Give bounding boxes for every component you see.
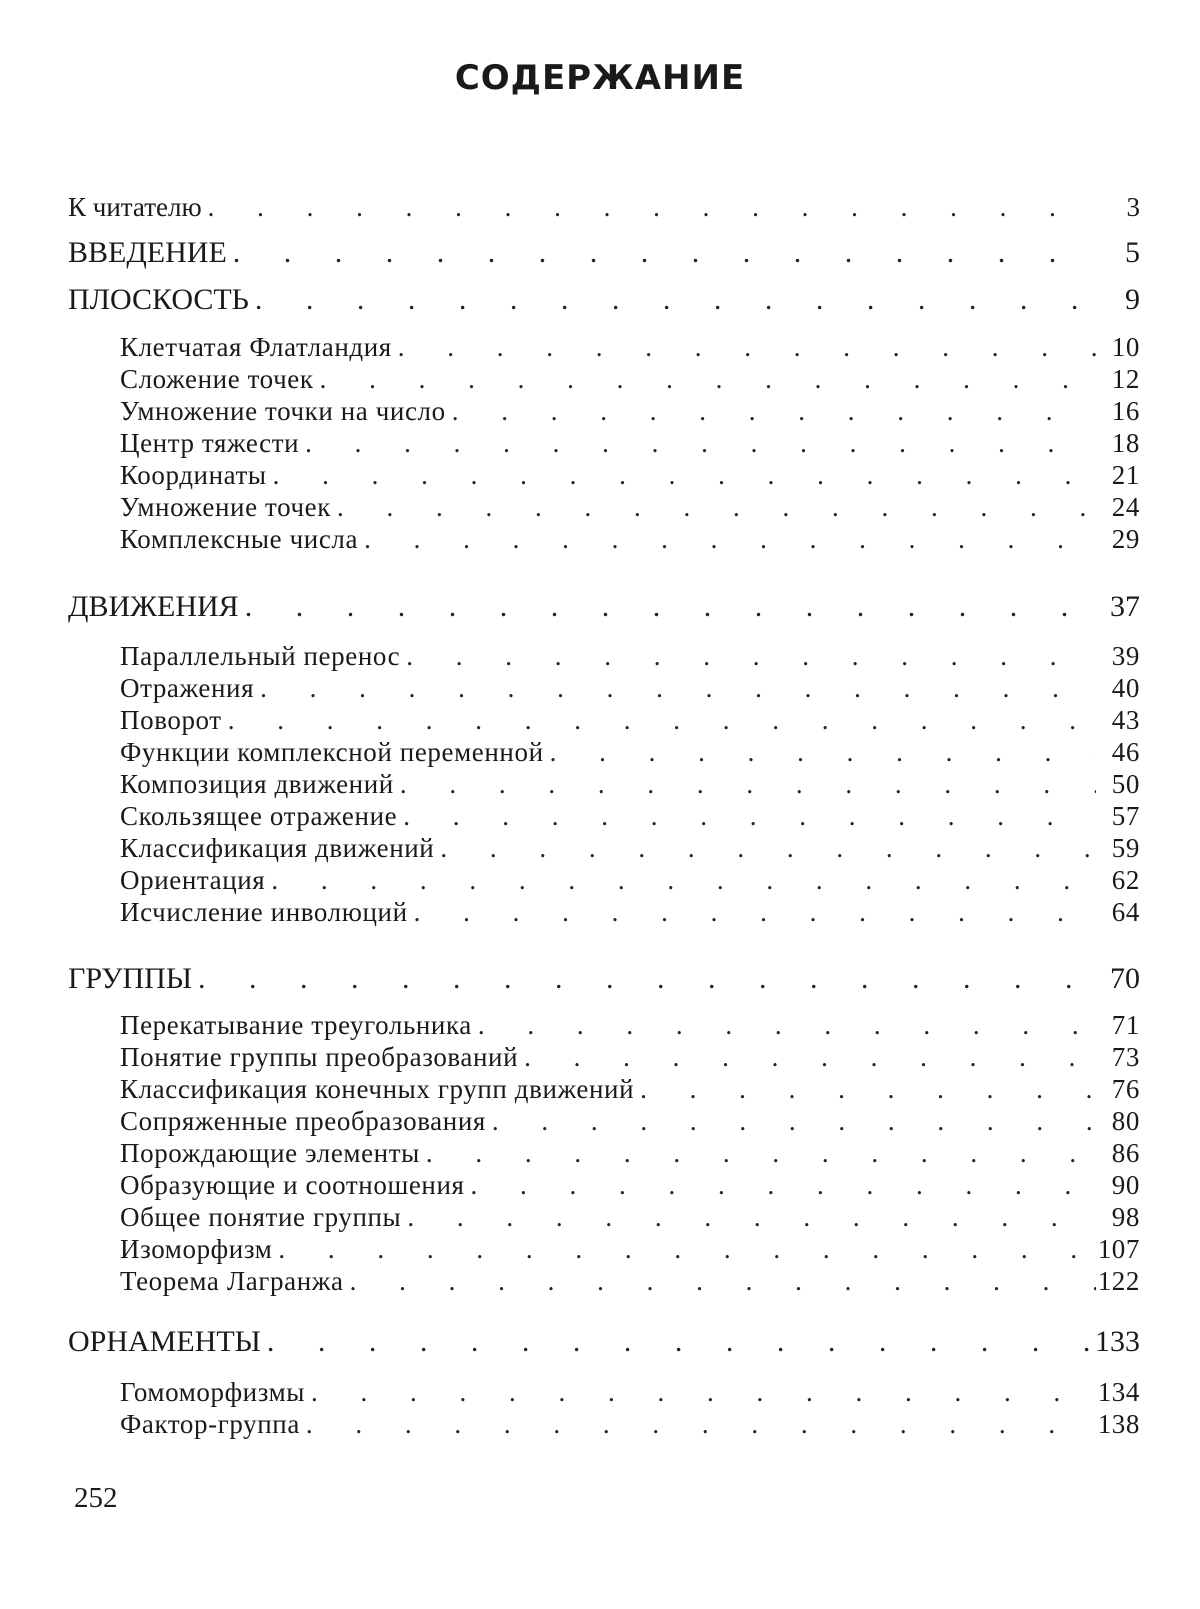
toc-entry xyxy=(120,833,1140,864)
toc-entry-label: Теорема Лагранжа xyxy=(120,1266,344,1296)
dot-leader xyxy=(233,236,1096,270)
toc-entry-page: 90 xyxy=(1111,1170,1140,1200)
toc-entry xyxy=(120,769,1140,800)
dot-leader xyxy=(306,1409,1096,1440)
toc-entry xyxy=(120,332,1140,363)
toc-entry xyxy=(120,1377,1140,1408)
toc-entry-label: Отражения xyxy=(120,673,255,703)
dot-leader xyxy=(350,1266,1096,1297)
toc-entry-page: 73 xyxy=(1111,1042,1140,1072)
toc-entry-page: 39 xyxy=(1111,641,1140,671)
dot-leader xyxy=(471,1170,1096,1201)
toc-entry-label: Гомоморфизмы xyxy=(120,1377,306,1407)
toc-entry xyxy=(120,364,1140,395)
toc-entry-label: ОРНАМЕНТЫ xyxy=(68,1325,261,1358)
dot-leader xyxy=(640,1074,1096,1105)
toc-entry-page: 43 xyxy=(1111,705,1140,735)
dot-leader xyxy=(364,524,1096,555)
toc-entry xyxy=(120,641,1140,672)
dot-leader xyxy=(398,332,1096,363)
toc-entry xyxy=(120,865,1140,896)
toc-entry xyxy=(68,236,1140,270)
toc-entry xyxy=(120,1010,1140,1041)
toc-entry-page: 64 xyxy=(1111,897,1140,927)
dot-leader xyxy=(426,1138,1096,1169)
toc-entry xyxy=(120,1202,1140,1233)
dot-leader xyxy=(407,1202,1096,1233)
toc-entry-page: 70 xyxy=(1110,962,1140,995)
toc-entry xyxy=(120,428,1140,459)
toc-entry-page: 5 xyxy=(1125,236,1140,269)
toc-entry-page: 98 xyxy=(1111,1202,1140,1232)
toc-entry-label: Поворот xyxy=(120,705,222,735)
toc-entry-page: 3 xyxy=(1126,192,1140,222)
dot-leader xyxy=(255,283,1096,317)
toc-entry-label: Изоморфизм xyxy=(120,1234,273,1264)
toc-entry-page: 21 xyxy=(1111,460,1140,490)
toc-entry-page: 40 xyxy=(1111,673,1140,703)
toc-entry-label: Скользящее отражение xyxy=(120,801,398,831)
dot-leader xyxy=(524,1042,1096,1073)
dot-leader xyxy=(198,962,1096,996)
toc-entry-label: ВВЕДЕНИЕ xyxy=(68,236,227,269)
toc-entry-page: 80 xyxy=(1111,1106,1140,1136)
dot-leader xyxy=(440,833,1096,864)
dot-leader xyxy=(452,396,1096,427)
toc-entry xyxy=(68,962,1140,996)
toc-entry-page: 76 xyxy=(1111,1074,1140,1104)
dot-leader xyxy=(228,705,1096,736)
dot-leader xyxy=(311,1377,1096,1408)
toc-entry-label: Клетчатая Флатландия xyxy=(120,332,392,362)
toc-entry-label: Центр тяжести xyxy=(120,428,300,458)
dot-leader xyxy=(337,492,1096,523)
toc-entry xyxy=(120,524,1140,555)
toc-entry-page: 138 xyxy=(1097,1409,1140,1439)
toc-entry xyxy=(120,1234,1140,1265)
toc-entry xyxy=(68,590,1140,624)
toc-entry-label: ДВИЖЕНИЯ xyxy=(68,590,239,623)
toc-entry-page: 9 xyxy=(1125,283,1140,316)
toc-entry xyxy=(120,705,1140,736)
toc-entry-label: Умножение точки на число xyxy=(120,396,446,426)
toc-entry xyxy=(120,737,1140,768)
toc-entry-label: Ориентация xyxy=(120,865,266,895)
toc-entry-label: Сложение точек xyxy=(120,364,314,394)
toc-entry xyxy=(68,192,1140,223)
dot-leader xyxy=(260,673,1096,704)
toc-entry-label: Общее понятие группы xyxy=(120,1202,402,1232)
toc-entry-label: Координаты xyxy=(120,460,267,490)
toc-entry xyxy=(120,673,1140,704)
toc-entry-page: 122 xyxy=(1097,1266,1140,1296)
dot-leader xyxy=(400,769,1096,800)
toc-entry-page: 50 xyxy=(1111,769,1140,799)
toc-entry xyxy=(120,396,1140,427)
toc-entry-page: 133 xyxy=(1095,1325,1140,1358)
toc-entry-label: Исчисление инволюций xyxy=(120,897,408,927)
toc-entry-label: К читателю xyxy=(68,192,202,222)
toc-entry-page: 46 xyxy=(1111,737,1140,767)
toc-entry-label: Перекатывание треугольника xyxy=(120,1010,472,1040)
toc-entry xyxy=(68,1325,1140,1359)
toc-entry-page: 71 xyxy=(1111,1010,1140,1040)
toc-entry xyxy=(120,1074,1140,1105)
toc-entry-page: 59 xyxy=(1111,833,1140,863)
toc-entry-label: ГРУППЫ xyxy=(68,962,193,995)
dot-leader xyxy=(478,1010,1096,1041)
dot-leader xyxy=(492,1106,1096,1137)
dot-leader xyxy=(414,897,1096,928)
dot-leader xyxy=(267,1325,1095,1359)
toc-entry-label: Функции комплексной переменной xyxy=(120,737,544,767)
toc-entry xyxy=(120,1106,1140,1137)
toc-entry-page: 86 xyxy=(1111,1138,1140,1168)
toc-entry-label: Классификация конечных групп движений xyxy=(120,1074,635,1104)
toc-entry-label: Композиция движений xyxy=(120,769,394,799)
toc-entry-page: 12 xyxy=(1111,364,1140,394)
toc-entry xyxy=(120,1266,1140,1297)
toc-entry-label: Сопряженные преобразования xyxy=(120,1106,486,1136)
toc-entry-page: 24 xyxy=(1111,492,1140,522)
toc-entry xyxy=(120,460,1140,491)
toc-entry-label: Комплексные числа xyxy=(120,524,359,554)
dot-leader xyxy=(305,428,1096,459)
toc-entry-label: Фактор-группа xyxy=(120,1409,300,1439)
toc-entry-page: 62 xyxy=(1111,865,1140,895)
toc-entry-page: 29 xyxy=(1111,524,1140,554)
toc-entry xyxy=(120,897,1140,928)
toc-entry-page: 10 xyxy=(1111,332,1140,362)
toc-entry xyxy=(120,1138,1140,1169)
toc-entry xyxy=(120,1170,1140,1201)
dot-leader xyxy=(320,364,1096,395)
toc-entry xyxy=(120,492,1140,523)
toc-entry-label: Порождающие элементы xyxy=(120,1138,420,1168)
toc-entry-page: 16 xyxy=(1111,396,1140,426)
dot-leader xyxy=(406,641,1096,672)
dot-leader xyxy=(550,737,1096,768)
toc-entry-label: Умножение точек xyxy=(120,492,331,522)
toc-entry-page: 107 xyxy=(1097,1234,1140,1264)
dot-leader xyxy=(278,1234,1096,1265)
toc-entry xyxy=(120,801,1140,832)
toc-entry-page: 57 xyxy=(1111,801,1140,831)
toc-entry-page: 134 xyxy=(1097,1377,1140,1407)
dot-leader xyxy=(245,590,1096,624)
toc-entry-label: Классификация движений xyxy=(120,833,435,863)
dot-leader xyxy=(208,192,1096,223)
page-title: СОДЕРЖАНИЕ xyxy=(454,58,746,98)
toc-entry xyxy=(68,283,1140,317)
toc-entry-label: Параллельный перенос xyxy=(120,641,401,671)
toc-entry-label: Понятие группы преобразований xyxy=(120,1042,519,1072)
toc-entry-label: Образующие и соотношения xyxy=(120,1170,465,1200)
dot-leader xyxy=(271,865,1096,896)
toc-entry xyxy=(120,1042,1140,1073)
toc-entry-page: 18 xyxy=(1111,428,1140,458)
toc-entry-label: ПЛОСКОСТЬ xyxy=(68,283,249,316)
dot-leader xyxy=(273,460,1096,491)
page-number: 252 xyxy=(74,1482,118,1514)
toc-entry xyxy=(120,1409,1140,1440)
dot-leader xyxy=(403,801,1096,832)
toc-entry-page: 37 xyxy=(1110,590,1140,623)
